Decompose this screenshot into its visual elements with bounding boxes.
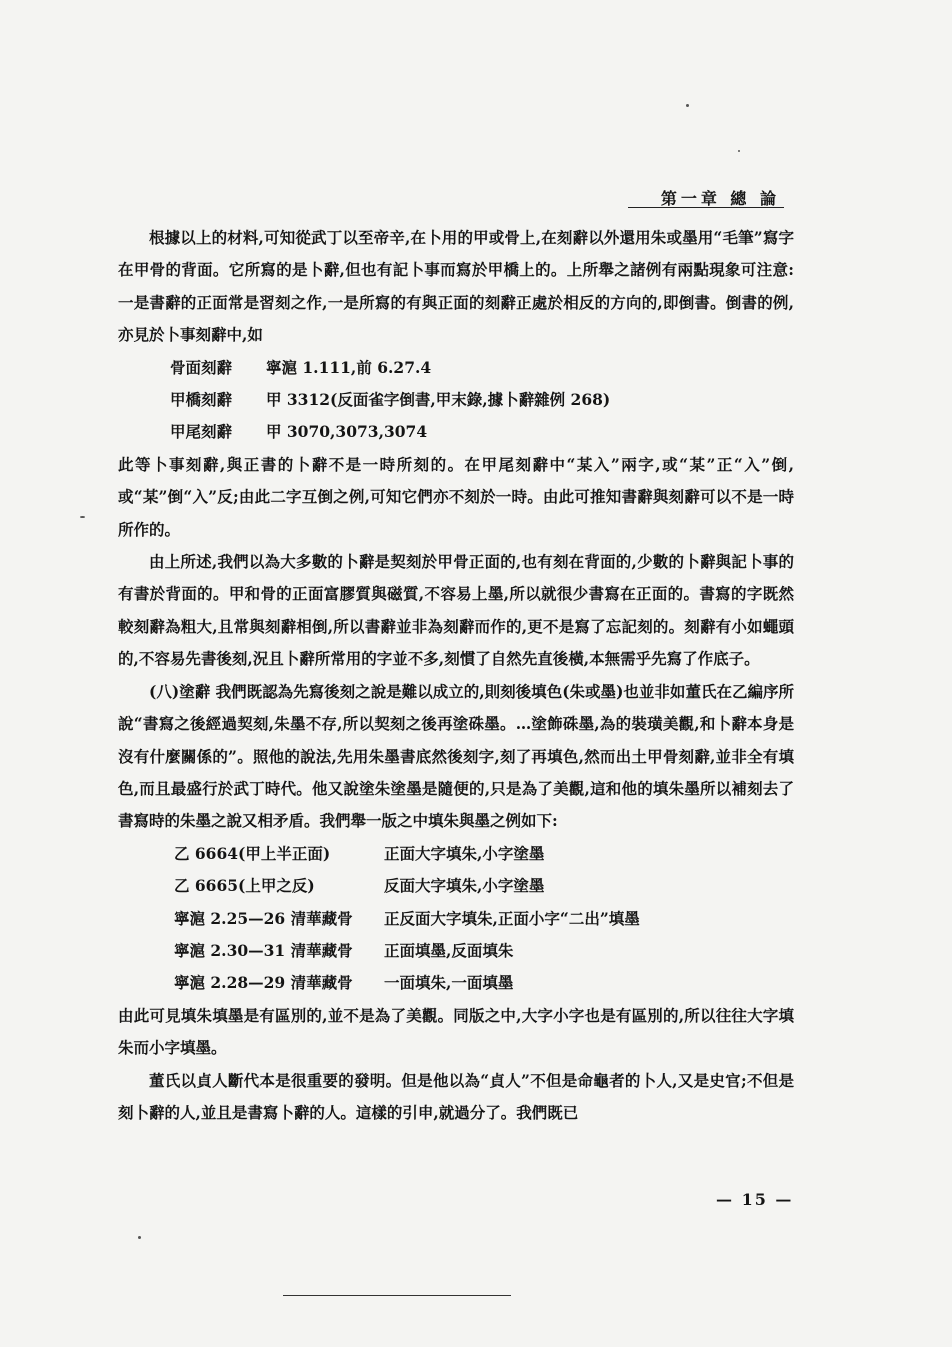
- example-line: [118, 352, 794, 384]
- example-text: 甲 3070,3073,3074: [266, 422, 428, 442]
- example-source: 寧滬 2.25—26 清華藏骨: [174, 908, 353, 928]
- page-number: — 15 —: [716, 1190, 794, 1209]
- scan-speck: [738, 150, 740, 152]
- example-line: [118, 967, 794, 999]
- example-text: 甲 3312(反面雀字倒書,甲末錄,據卜辭雜例 268): [266, 390, 611, 410]
- example-text: 一面填朱,一面填墨: [384, 973, 514, 993]
- example-text: 寧滬 1.111,前 6.27.4: [266, 357, 432, 377]
- scan-speck: [686, 104, 689, 107]
- scan-speck: [138, 1236, 141, 1239]
- footer-rule: [283, 1295, 511, 1296]
- body-text: [118, 222, 794, 1129]
- example-source: 寧滬 2.30—31 清華藏骨: [174, 940, 353, 960]
- example-line: [118, 870, 794, 902]
- example-line: [118, 384, 794, 416]
- example-label: 骨面刻辭: [170, 357, 233, 377]
- example-source: 乙 6664(甲上半正面): [174, 843, 331, 863]
- paragraph-1: 根據以上的材料,可知從武丁以至帝辛,在卜用的甲或骨上,在刻辭以外還用朱或墨用“毛筆”寫字在甲骨的背面。它所寫的是卜辭,但也有記卜事而寫於甲橋上的。上所舉之諸例有兩點現象可注意:一是書辭的正面常是習刻之作,一是所寫的有與正面的刻辭正處於相反的方向的,即倒書。倒書的例,亦見於卜事刻辭中,如: [118, 228, 794, 345]
- header-rule: [628, 207, 784, 208]
- example-text: 反面大字填朱,小字塗墨: [384, 876, 545, 896]
- example-label: 甲橋刻辭: [170, 390, 233, 410]
- example-source: 寧滬 2.28—29 清華藏骨: [174, 973, 353, 993]
- example-line: [118, 903, 794, 935]
- paragraph-6: 董氏以貞人斷代本是很重要的發明。但是他以為“貞人”不但是命龜者的卜人,又是史官;不但是刻卜辭的人,並且是書寫卜辭的人。這樣的引申,就過分了。我們既已: [118, 1070, 794, 1122]
- example-source: 乙 6665(上甲之反): [174, 876, 315, 896]
- example-text: 正面大字填朱,小字塗墨: [384, 843, 545, 863]
- paragraph-4: (八)塗辭 我們既認為先寫後刻之說是難以成立的,則刻後填色(朱或墨)也並非如董氏在乙編序所說“書寫之後經過契刻,朱墨不存,所以契刻之後再塗硃墨。…塗飾硃墨,為的裝璜美觀,和卜辭本身是沒有什麼關係的”。照他的說法,先用朱墨書底然後刻字,刻了再填色,然而出土甲骨刻辭,並非全有填色,而且最盛行於武丁時代。他又說塗朱塗墨是隨便的,只是為了美觀,這和他的填朱墨所以補刻去了書寫時的朱墨之說又相矛盾。我們舉一版之中填朱與墨之例如下:: [118, 681, 794, 831]
- scan-speck: [80, 516, 85, 518]
- paragraph-2: 此等卜事刻辭,與正書的卜辭不是一時所刻的。在甲尾刻辭中“某入”兩字,或“某”正“入”倒,或“某”倒“入”反;由此二字互倒之例,可知它們亦不刻於一時。由此可推知書辭與刻辭可以不是一時所作的。: [118, 454, 794, 539]
- example-label: 甲尾刻辭: [170, 422, 233, 442]
- paragraph-5: 由此可見填朱填墨是有區別的,並不是為了美觀。同版之中,大字小字也是有區別的,所以往往大字填朱而小字填墨。: [118, 1005, 794, 1058]
- example-line: [118, 838, 794, 870]
- example-text: 正面填墨,反面填朱: [384, 940, 514, 960]
- example-line: [118, 416, 794, 448]
- example-text: 正反面大字填朱,正面小字“二出”填墨: [384, 908, 640, 928]
- paragraph-3: 由上所述,我們以為大多數的卜辭是契刻於甲骨正面的,也有刻在背面的,少數的卜辭與記卜事的有書於背面的。甲和骨的正面富膠質與磁質,不容易上墨,所以就很少書寫在正面的。書寫的字既然較刻辭為粗大,且常與刻辭相倒,所以書辭並非為刻辭而作的,更不是寫了忘記刻的。刻辭有小如蠅頭的,不容易先書後刻,況且卜辭所常用的字並不多,刻慣了自然先直後橫,本無需乎先寫了作底子。: [118, 552, 794, 669]
- example-line: [118, 935, 794, 967]
- running-header: 第一章 總 論: [660, 189, 780, 208]
